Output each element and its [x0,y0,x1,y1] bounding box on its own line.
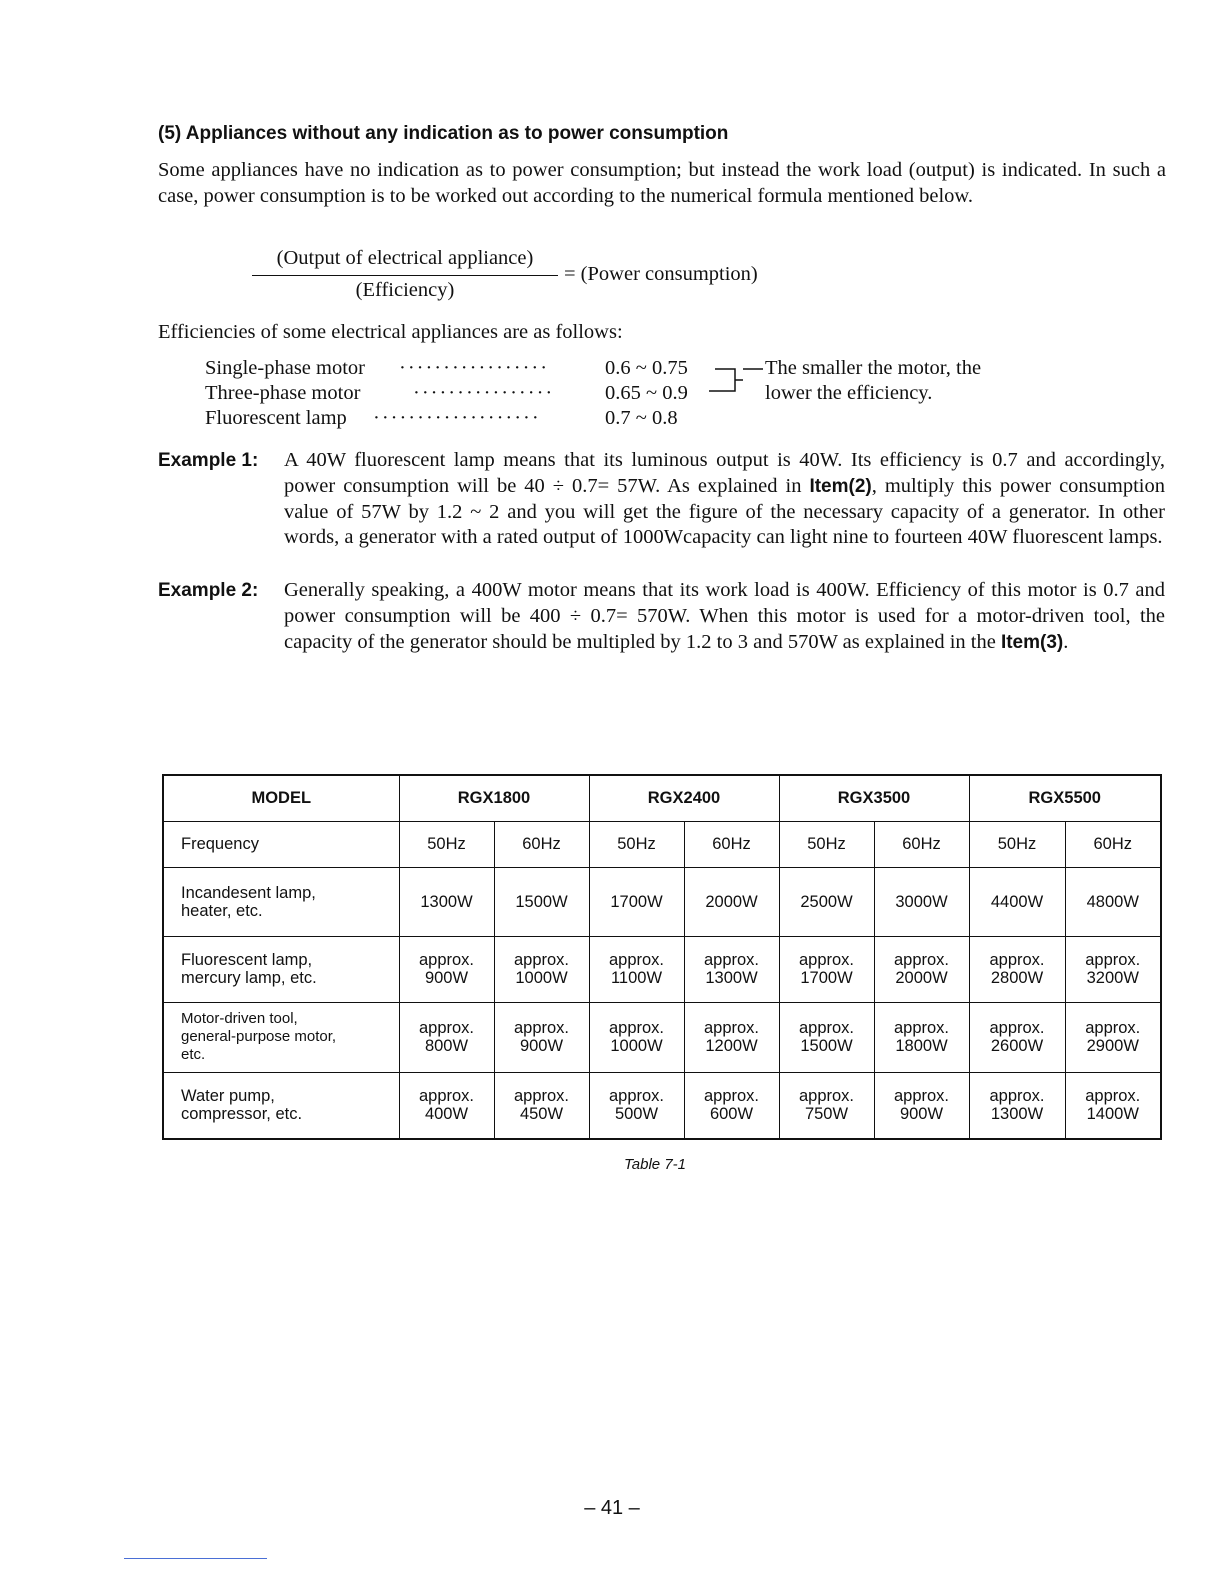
wattage-value: 400W [424,1105,469,1124]
approx-prefix: approx. [989,1019,1045,1037]
row-label-line: Fluorescent lamp, [181,951,313,969]
leader-dots: ················· [399,357,550,379]
bracket-connector [695,366,765,396]
table-cell [779,936,874,1002]
table-cell [494,936,589,1002]
section-heading: (5) Appliances without any indication as to power consumption [158,123,729,144]
appliance-name: Single-phase motor [205,357,365,379]
table-cell [589,1002,684,1072]
table-cell: 2500W [779,867,874,936]
table-cell [1065,1002,1161,1072]
table-cell [589,1072,684,1139]
wattage-value: 2600W [990,1037,1044,1055]
formula-numerator: (Output of electrical appliance) [276,247,534,269]
approx-prefix: approx. [989,1087,1045,1106]
efficiency-intro: Efficiencies of some electrical appliances are as follows: [158,321,623,343]
row-label-line: etc. [181,1046,206,1063]
example-1-label: Example 1: [158,450,259,471]
table-cell: 2000W [684,867,779,936]
wattage-value: 1200W [705,1037,758,1055]
wattage-value: 1300W [990,1105,1044,1124]
table-cell [1065,1072,1161,1139]
table-cell [969,1072,1065,1139]
table-cell [779,1072,874,1139]
example-2-text-part: Generally speaking, a 400W motor means that its work load is 400W. Efficiency of this motor is 0.7 and power consumption will be 400 ÷ 0.7= 570W. When this motor is used for a motor-driven tool, the capacity of the generator should be multipled by 1.2 to 3 and 570W as explained in the [284,579,1165,653]
leader-dots: ················ [413,382,555,404]
table-cell [494,1002,589,1072]
table-cell [399,936,494,1002]
frequency-cell: 60Hz [1065,821,1161,867]
table-cell [969,936,1065,1002]
row-label-line: Motor-driven tool, [181,1010,298,1027]
table-cell [874,936,969,1002]
row-label-line: general-purpose motor, [181,1028,337,1045]
leader-dots: ··················· [373,407,541,429]
row-label-line: compressor, etc. [181,1105,303,1124]
wattage-value: 1300W [705,969,758,987]
wattage-value: 1100W [610,969,663,987]
wattage-value: 2000W [895,969,948,987]
model-header-cell: RGX3500 [779,775,969,821]
approx-prefix: approx. [608,951,665,969]
wattage-value: 2900W [1086,1037,1139,1055]
approx-prefix: approx. [418,951,475,969]
approx-prefix: approx. [703,1019,760,1037]
wattage-value: 1500W [800,1037,853,1055]
model-header: MODEL [163,775,399,821]
example-1-text-part: , multiply this power consumption value of 57W by 1.2 ~ 2 and you will get the figure of the necessary capacity of a generator. In other words, a generator with a rated output of 1000Wcapacity can light nine to fourteen 40W fluorescent lamps. [284,474,1165,549]
approx-prefix: approx. [608,1019,665,1037]
wattage-value: 750W [804,1105,849,1124]
example-2-text [284,578,1165,655]
table-cell [874,1002,969,1072]
table-row [163,936,1161,1002]
approx-prefix: approx. [1085,1087,1141,1106]
frequency-cell: 50Hz [779,821,874,867]
wattage-value: 1000W [515,969,568,987]
row-label [163,867,399,936]
page-number: – 41 – [584,1497,640,1519]
example-2-text-part: . [1063,630,1069,653]
approx-prefix: approx. [703,1087,760,1106]
row-label-line: heater, etc. [181,901,263,920]
table-cell [874,1072,969,1139]
row-label-line: Incandesent lamp, [181,883,316,902]
footer-rule [124,1558,267,1559]
row-label [163,936,399,1002]
efficiency-note-line2: lower the efficiency. [765,382,933,404]
intro-paragraph: Some appliances have no indication as to power consumption; but instead the work load (output) is indicated. In such a case, power consumption is to be worked out according to the numerical formula mentioned below. [158,159,1166,207]
approx-prefix: approx. [893,951,950,969]
wattage-value: 1800W [895,1037,948,1055]
table-cell: 1500W [494,867,589,936]
table-cell [684,1072,779,1139]
approx-prefix: approx. [513,1019,570,1037]
table-cell: 1300W [399,867,494,936]
wattage-value: 600W [709,1105,754,1124]
approx-prefix: approx. [703,951,760,969]
wattage-value: 1400W [1086,1105,1139,1124]
table-cell [589,936,684,1002]
model-header-cell: RGX2400 [589,775,779,821]
appliance-name: Three-phase motor [205,382,361,404]
table-caption: Table 7-1 [624,1156,686,1173]
wattage-value: 2800W [990,969,1044,987]
frequency-cell: 50Hz [399,821,494,867]
table-row [163,1072,1161,1139]
approx-prefix: approx. [798,1019,855,1037]
table-row [163,867,1161,936]
frequency-label: Frequency [163,821,399,867]
example-1-text [284,448,1165,551]
table-header-row [163,775,1161,821]
wattage-value: 500W [614,1105,659,1124]
approx-prefix: approx. [798,1087,855,1106]
wattage-value: 900W [424,969,469,987]
wattage-value: 900W [899,1105,944,1124]
model-header-cell: RGX5500 [969,775,1161,821]
approx-prefix: approx. [893,1019,950,1037]
approx-prefix: approx. [608,1087,665,1106]
efficiency-range: 0.6 ~ 0.75 [605,357,688,379]
approx-prefix: approx. [893,1087,950,1106]
model-header-cell: RGX1800 [399,775,589,821]
wattage-value: 450W [519,1105,564,1124]
approx-prefix: approx. [1085,1019,1141,1037]
wattage-value: 1700W [800,969,853,987]
formula-result: = (Power consumption) [564,263,758,285]
frequency-cell: 60Hz [874,821,969,867]
frequency-cell: 60Hz [494,821,589,867]
table-cell [684,936,779,1002]
generator-capacity-table [162,774,1162,1140]
example-1-text-part: A 40W fluorescent lamp means that its luminous output is 40W. Its efficiency is 0.7 and accordingly, power consumption will be 40 ÷ 0.7= 57W. As explained in [284,449,1165,497]
table-cell [494,1072,589,1139]
row-label-line: mercury lamp, etc. [181,969,317,987]
approx-prefix: approx. [418,1087,475,1106]
row-label [163,1072,399,1139]
formula-denominator: (Efficiency) [355,279,455,301]
approx-prefix: approx. [513,951,570,969]
table-cell [1065,936,1161,1002]
approx-prefix: approx. [989,951,1045,969]
example-2-label: Example 2: [158,580,259,601]
table-cell [779,1002,874,1072]
table-cell [399,1072,494,1139]
wattage-value: 3200W [1086,969,1139,987]
wattage-value: 1000W [610,1037,663,1055]
item-3-reference: Item(3) [1000,631,1064,653]
row-label [163,1002,399,1072]
table-cell: 4800W [1065,867,1161,936]
frequency-cell: 50Hz [589,821,684,867]
frequency-cell: 50Hz [969,821,1065,867]
frequency-row [163,821,1161,867]
fraction-bar [252,275,558,276]
table-cell [969,1002,1065,1072]
efficiency-note-line1: The smaller the motor, the [765,357,982,379]
table-cell: 4400W [969,867,1065,936]
approx-prefix: approx. [513,1087,570,1106]
table-cell: 1700W [589,867,684,936]
efficiency-range: 0.7 ~ 0.8 [605,407,678,429]
wattage-value: 900W [519,1037,564,1055]
frequency-cell: 60Hz [684,821,779,867]
efficiency-range: 0.65 ~ 0.9 [605,382,688,404]
row-label-line: Water pump, [181,1087,275,1106]
table-cell: 3000W [874,867,969,936]
approx-prefix: approx. [418,1019,475,1037]
item-2-reference: Item(2) [809,475,872,497]
appliance-name: Fluorescent lamp [205,407,347,429]
approx-prefix: approx. [1085,951,1141,969]
table-cell [684,1002,779,1072]
approx-prefix: approx. [798,951,855,969]
wattage-value: 800W [424,1037,469,1055]
table-cell [399,1002,494,1072]
table-row [163,1002,1161,1072]
